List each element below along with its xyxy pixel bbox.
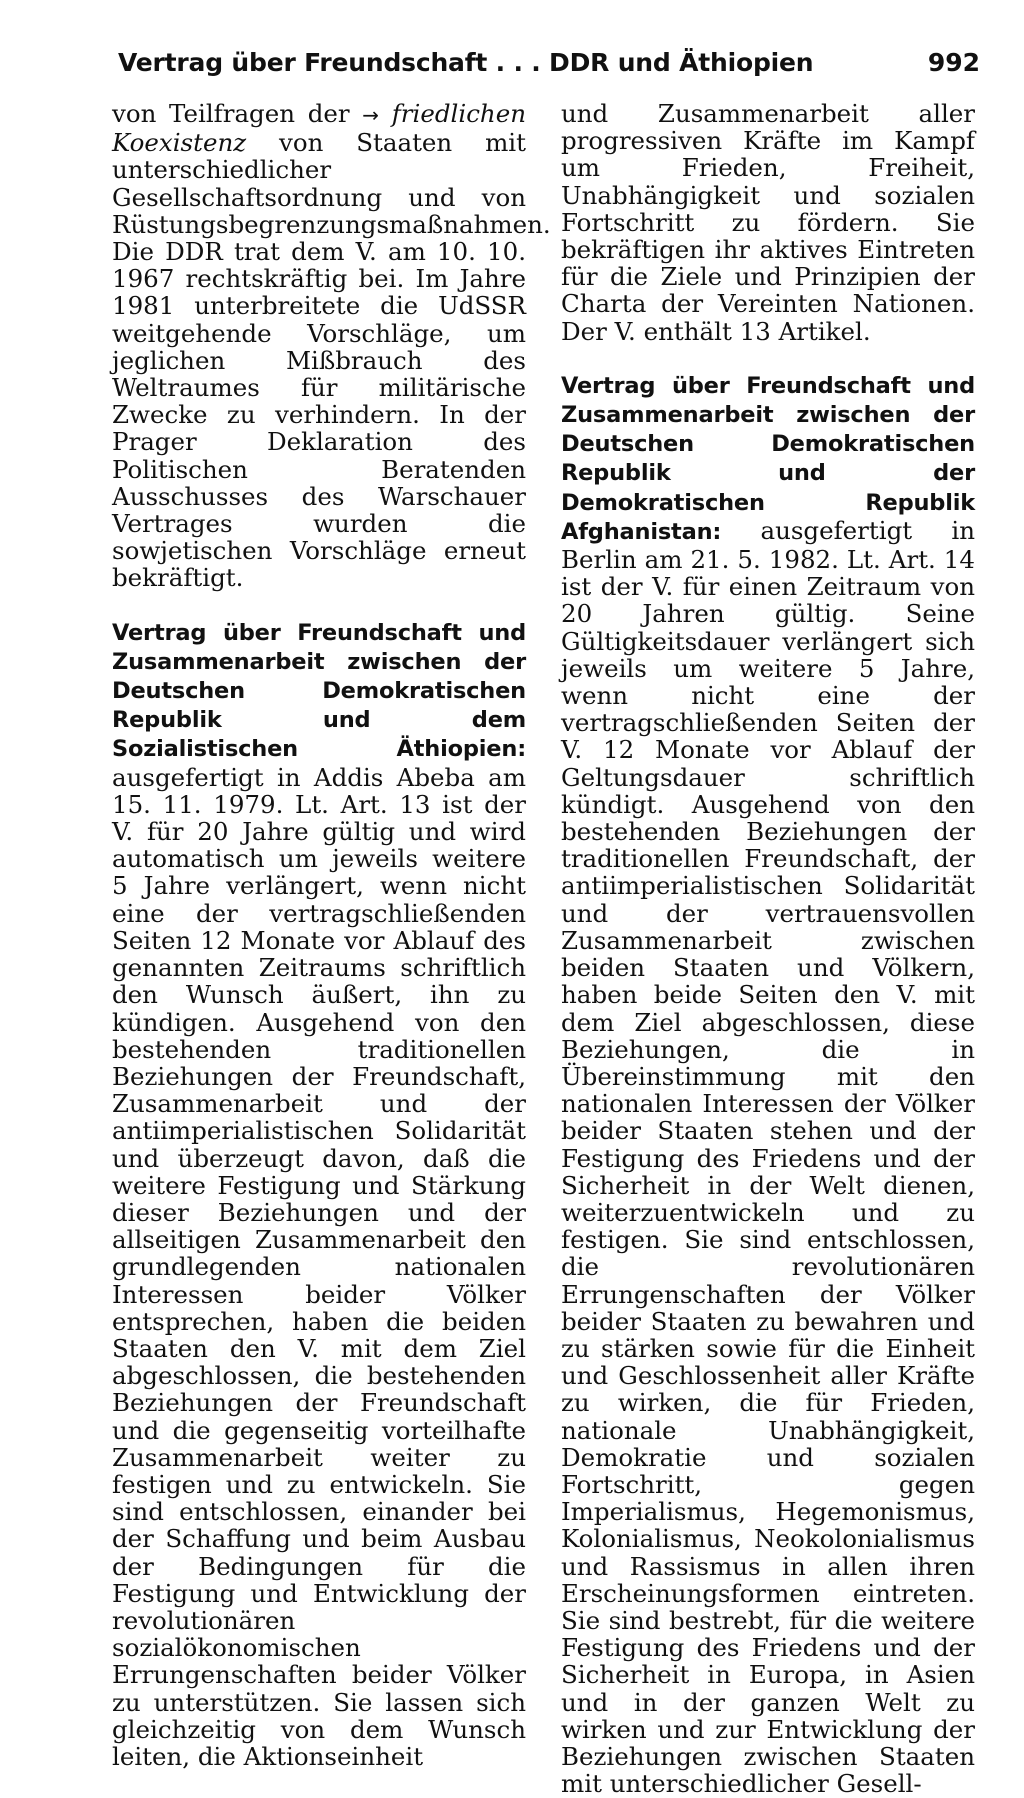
paragraph-text: von Teilfragen der	[112, 99, 363, 128]
cross-reference-arrow-icon: →	[362, 103, 380, 127]
paragraph-text: von Staaten mit unterschiedlicher Gesellschaftsordnung und von Rüstungsbegrenzungsmaßnahmen. Die DDR trat dem V. am 10. 10. 1967 rechtskräftig bei. Im Jahre 1981 unterbreitete die UdSSR weitgehende Vorschläge, um jeglichen Mißbrauch des Weltraumes für militärische Zwecke zu verhindern. In der Prager Deklaration des Politischen Beratenden Ausschusses des Warschauer Vertrages wurden die sowjetischen Vorschläge erneut bekräftigt.	[112, 128, 551, 593]
entry-ethiopia	[112, 618, 526, 1771]
cross-reference-term: friedlichen Koexistenz	[112, 99, 526, 158]
continued-paragraph: und Zusammenarbeit aller progressiven Kräfte im Kampf um Frieden, Freiheit, Unabhängigkeit und sozialen Fortschritt zu fördern. Sie bekräftigen ihr aktives Eintreten für die Ziele und Prinzipien der Charta der Vereinten Nationen. Der V. enthält 13 Artikel.	[561, 99, 975, 346]
left-column	[112, 99, 551, 1771]
right-column	[561, 100, 975, 1797]
entry-text: ausgefertigt in Berlin am 21. 5. 1982. Lt. Art. 14 ist der V. für einen Zeitraum von 20 Jahren gültig. Seine Gültigkeitsdauer verlängert sich jeweils um weitere 5 Jahre, wenn nicht eine der vertragschließenden Seiten der V. 12 Monate vor Ablauf der Geltungsdauer schriftlich kündigt. Ausgehend von den bestehenden Beziehungen der traditionellen Freundschaft, der antiimperialistischen Solidarität und der vertrauensvollen Zusammenarbeit zwischen beiden Staaten und Völkern, haben beide Seiten den V. mit dem Ziel abgeschlossen, diese Beziehungen, die in Übereinstimmung mit den nationalen Interessen der Völker beider Staaten stehen und der Festigung des Friedens und der Sicherheit in der Welt dienen, weiterzuentwickeln und zu festigen. Sie sind entschlossen, die revolutionären Errungenschaften der Völker beider Staaten zu bewahren und zu stärken sowie für die Einheit und Geschlossenheit aller Kräfte zu wirken, die für Frieden, nationale Unabhängigkeit, Demokratie und sozialen Fortschritt, gegen Imperialismus, Hegemonismus, Kolonialismus, Neokolonialismus und Rassismus in allen ihren Erscheinungsformen eintreten. Sie sind bestrebt, für die weitere Festigung des Friedens und der Sicherheit in Europa, in Asien und in der ganzen Welt zu wirken und zur Entwicklung der Beziehungen zwischen Staaten mit unterschiedlicher Gesell-	[561, 515, 975, 1798]
entry-afghanistan	[561, 371, 975, 1798]
entry-text: ausgefertigt in Addis Abeba am 15. 11. 1979. Lt. Art. 13 ist der V. für 20 Jahre gültig und wird automatisch um jeweils weitere 5 Jahre verlängert, wenn nicht eine der vertragschließenden Seiten 12 Monate vor Ablauf des genannten Zeitraums schriftlich den Wunsch äußert, ihn zu kündigen. Ausgehend von den bestehenden traditionellen Beziehungen der Freundschaft, Zusammenarbeit und der antiimperialistischen Solidarität und überzeugt davon, daß die weitere Festigung und Stärkung dieser Beziehungen und der allseitigen Zusammenarbeit den grundlegenden nationalen Interessen beider Völker entsprechen, haben die beiden Staaten den V. mit dem Ziel abgeschlossen, die bestehenden Beziehungen der Freundschaft und die gegenseitig vorteilhafte Zusammenarbeit weiter zu festigen und zu entwickeln. Sie sind entschlossen, einander bei der Schaffung und beim Ausbau der Bedingungen für die Festigung und Entwicklung der revolutionären sozialökonomischen Errungenschaften beider Völker zu unterstützen. Sie lassen sich gleichzeitig von dem Wunsch leiten, die Aktionseinheit	[112, 762, 526, 1771]
page-number: 992	[927, 48, 980, 77]
entry-heading: Vertrag über Freundschaft und Zusammenarbeit zwischen der Deutschen Demokratischen Republik und dem Sozialistischen Äthiopien:	[112, 619, 526, 763]
running-head	[118, 48, 980, 88]
running-head-title: Vertrag über Freundschaft . . . DDR und Äthiopien	[118, 48, 814, 77]
entry-heading: Vertrag über Freundschaft und Zusammenarbeit zwischen der Deutschen Demokratischen Republik und der Demokratischen Republik Afghanistan:	[561, 372, 975, 545]
continued-paragraph	[112, 99, 551, 593]
